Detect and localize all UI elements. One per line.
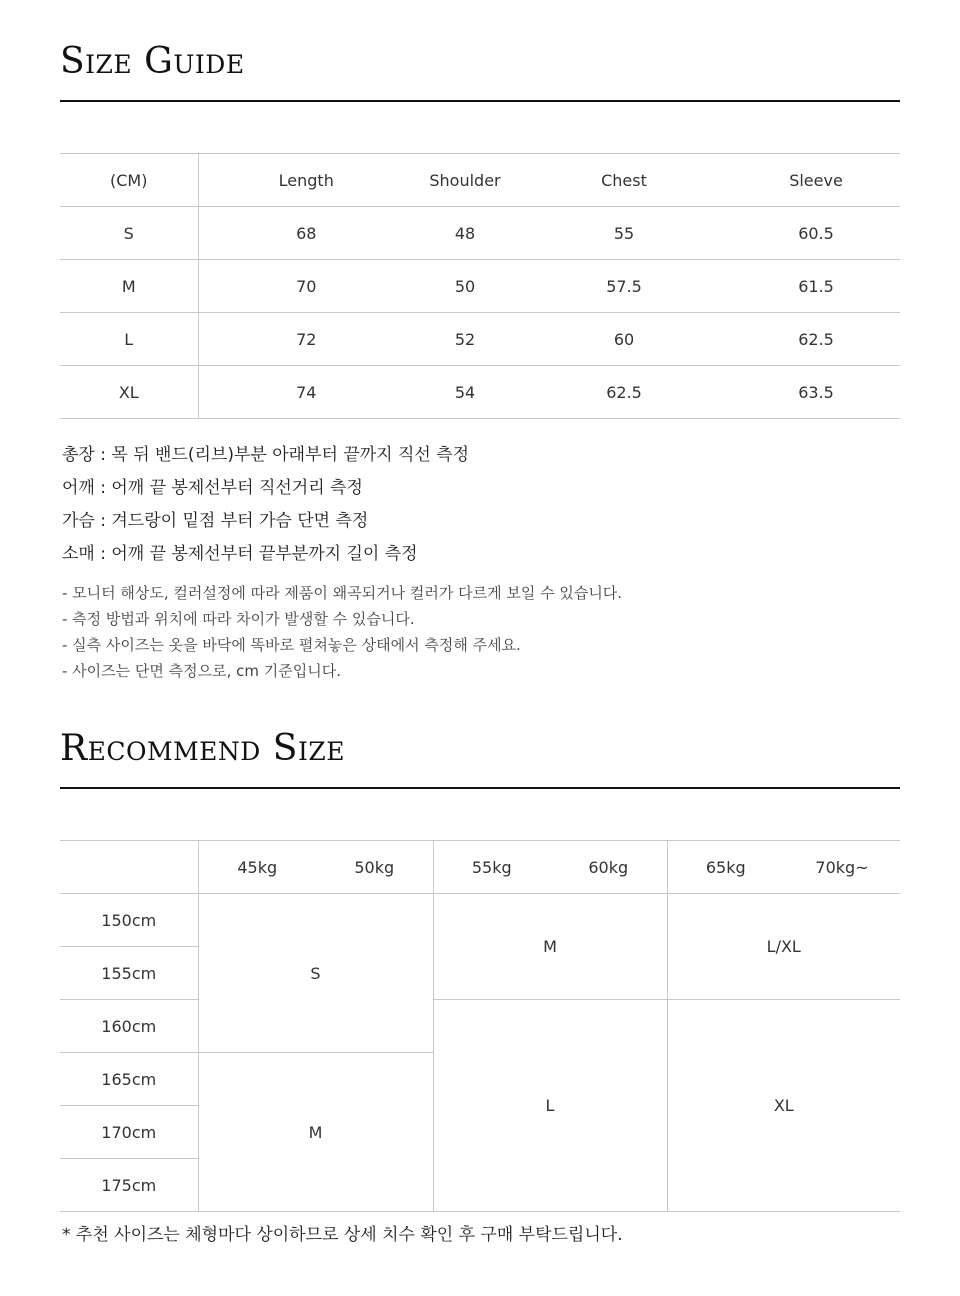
note-chest: 가슴 : 겨드랑이 밑점 부터 가슴 단면 측정 <box>62 511 369 531</box>
recommend-cell-l-xl: L/XL <box>667 894 900 1000</box>
recommend-size-divider <box>60 787 900 789</box>
height-160: 160cm <box>60 1000 198 1053</box>
height-150: 150cm <box>60 894 198 947</box>
table-row <box>60 1000 900 1053</box>
shoulder-value: 50 <box>414 260 516 313</box>
table-row <box>60 894 900 947</box>
disclaimer-list <box>62 581 622 685</box>
note-shoulder: 어깨 : 어깨 끝 봉제선부터 직선거리 측정 <box>62 478 363 498</box>
chest-value: 62.5 <box>516 366 732 419</box>
weight-70-plus: 70kg~ <box>784 841 900 894</box>
disclaimer-item: - 측정 방법과 위치에 따라 차이가 발생할 수 있습니다. <box>62 610 415 628</box>
chest-value: 57.5 <box>516 260 732 313</box>
header-shoulder: Shoulder <box>414 154 516 207</box>
header-chest: Chest <box>516 154 732 207</box>
size-label: S <box>60 207 198 260</box>
size-guide-title: Size Guide <box>60 41 245 82</box>
weight-header-row <box>60 841 900 894</box>
sleeve-value: 60.5 <box>732 207 900 260</box>
table-row <box>60 366 900 419</box>
recommend-size-title: Recommend Size <box>60 728 345 769</box>
table-row <box>60 313 900 366</box>
length-value: 74 <box>198 366 414 419</box>
size-guide-divider <box>60 100 900 102</box>
length-value: 72 <box>198 313 414 366</box>
chest-value: 55 <box>516 207 732 260</box>
note-length: 총장 : 목 뒤 밴드(리브)부분 아래부터 끝까지 직선 측정 <box>62 445 470 465</box>
recommend-cell-m-light: M <box>198 1053 433 1212</box>
sleeve-value: 63.5 <box>732 366 900 419</box>
disclaimer-item: - 모니터 해상도, 컬러설정에 따라 제품이 왜곡되거나 컬러가 다르게 보일 수 있습니다. <box>62 584 623 602</box>
height-165: 165cm <box>60 1053 198 1106</box>
length-value: 68 <box>198 207 414 260</box>
header-sleeve: Sleeve <box>732 154 900 207</box>
size-label: XL <box>60 366 198 419</box>
height-155: 155cm <box>60 947 198 1000</box>
table-row <box>60 260 900 313</box>
weight-55: 55kg <box>433 841 550 894</box>
measurement-notes <box>62 441 469 573</box>
weight-60: 60kg <box>550 841 667 894</box>
shoulder-value: 54 <box>414 366 516 419</box>
length-value: 70 <box>198 260 414 313</box>
size-label: L <box>60 313 198 366</box>
weight-50: 50kg <box>316 841 433 894</box>
recommend-cell-xl: XL <box>667 1000 900 1212</box>
height-170: 170cm <box>60 1106 198 1159</box>
note-sleeve: 소매 : 어깨 끝 봉제선부터 끝부분까지 길이 측정 <box>62 544 418 564</box>
recommend-size-table <box>60 840 900 1212</box>
recommend-cell-l: L <box>433 1000 667 1212</box>
disclaimer-item: - 사이즈는 단면 측정으로, cm 기준입니다. <box>62 662 341 680</box>
table-row <box>60 207 900 260</box>
chest-value: 60 <box>516 313 732 366</box>
header-unit: (CM) <box>60 154 198 207</box>
recommend-cell-m-mid: M <box>433 894 667 1000</box>
height-175: 175cm <box>60 1159 198 1212</box>
size-label: M <box>60 260 198 313</box>
weight-65: 65kg <box>667 841 784 894</box>
sleeve-value: 62.5 <box>732 313 900 366</box>
size-guide-header-row <box>60 154 900 207</box>
size-guide-table <box>60 153 900 419</box>
recommend-footnote: * 추천 사이즈는 체형마다 상이하므로 상세 치수 확인 후 구매 부탁드립니다. <box>62 1225 623 1245</box>
header-length: Length <box>198 154 414 207</box>
weight-45: 45kg <box>198 841 316 894</box>
recommend-cell-s: S <box>198 894 433 1053</box>
shoulder-value: 48 <box>414 207 516 260</box>
corner-cell <box>60 841 198 894</box>
shoulder-value: 52 <box>414 313 516 366</box>
sleeve-value: 61.5 <box>732 260 900 313</box>
disclaimer-item: - 실측 사이즈는 옷을 바닥에 똑바로 펼쳐놓은 상태에서 측정해 주세요. <box>62 636 521 654</box>
